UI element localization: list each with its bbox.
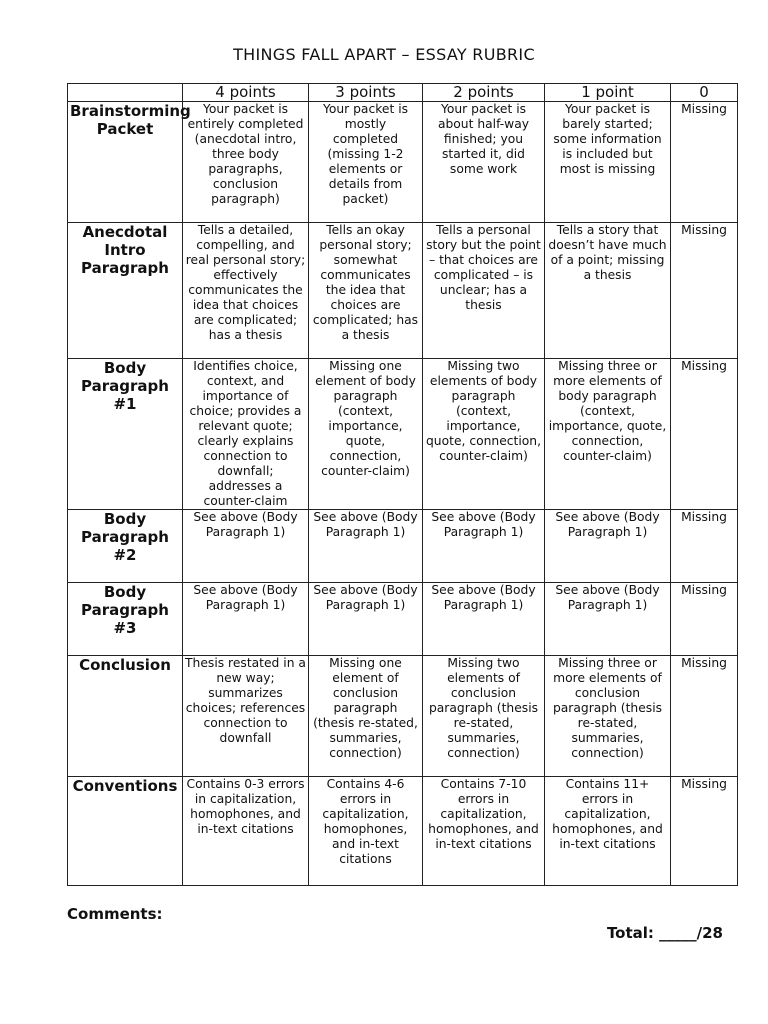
criterion-cell: Anecdotal Intro Paragraph bbox=[68, 223, 183, 359]
descriptor-cell: Contains 0-3 errors in capitalization, homophones, and in-text citations bbox=[183, 777, 309, 886]
descriptor-cell: Missing bbox=[671, 223, 738, 359]
descriptor-cell: Your packet is entirely completed (anecdotal intro, three body paragraphs, conclusion paragraph) bbox=[183, 102, 309, 223]
descriptor-cell: Contains 11+ errors in capitalization, homophones, and in-text citations bbox=[545, 777, 671, 886]
table-row bbox=[68, 777, 738, 886]
header-cell-4-points: 4 points bbox=[183, 84, 309, 102]
descriptor-cell: Missing bbox=[671, 510, 738, 583]
descriptor-cell: See above (Body Paragraph 1) bbox=[309, 583, 423, 656]
header-cell-3-points: 3 points bbox=[309, 84, 423, 102]
descriptor-cell: See above (Body Paragraph 1) bbox=[423, 510, 545, 583]
descriptor-cell: Your packet is mostly completed (missing 1-2 elements or details from packet) bbox=[309, 102, 423, 223]
criterion-cell: Brainstorming Packet bbox=[68, 102, 183, 223]
descriptor-cell: Missing one element of body paragraph (context, importance, quote, connection, counter-claim) bbox=[309, 359, 423, 510]
header-cell-0-points: 0 bbox=[671, 84, 738, 102]
descriptor-cell: See above (Body Paragraph 1) bbox=[309, 510, 423, 583]
descriptor-cell: Tells an okay personal story; somewhat communicates the idea that choices are complicated; has a thesis bbox=[309, 223, 423, 359]
descriptor-cell: See above (Body Paragraph 1) bbox=[545, 583, 671, 656]
table-row bbox=[68, 102, 738, 223]
descriptor-cell: Missing three or more elements of body paragraph (context, importance, quote, connection, counter-claim) bbox=[545, 359, 671, 510]
rubric-table bbox=[67, 83, 738, 886]
table-row bbox=[68, 656, 738, 777]
table-row bbox=[68, 359, 738, 510]
header-cell-1-point: 1 point bbox=[545, 84, 671, 102]
criterion-cell: Body Paragraph #2 bbox=[68, 510, 183, 583]
descriptor-cell: Contains 4-6 errors in capitalization, homophones, and in-text citations bbox=[309, 777, 423, 886]
descriptor-cell: Missing two elements of body paragraph (context, importance, quote, connection, counter-claim) bbox=[423, 359, 545, 510]
header-row bbox=[68, 84, 738, 102]
descriptor-cell: Missing bbox=[671, 777, 738, 886]
descriptor-cell: See above (Body Paragraph 1) bbox=[183, 510, 309, 583]
descriptor-cell: Missing bbox=[671, 359, 738, 510]
criterion-cell: Body Paragraph #1 bbox=[68, 359, 183, 510]
criterion-cell: Conclusion bbox=[68, 656, 183, 777]
descriptor-cell: Tells a detailed, compelling, and real personal story; effectively communicates the idea that choices are complicated; has a thesis bbox=[183, 223, 309, 359]
criterion-cell: Body Paragraph #3 bbox=[68, 583, 183, 656]
descriptor-cell: See above (Body Paragraph 1) bbox=[545, 510, 671, 583]
descriptor-cell: Tells a personal story but the point – that choices are complicated – is unclear; has a thesis bbox=[423, 223, 545, 359]
total-score-label: Total: _____/28 bbox=[606, 924, 723, 942]
descriptor-cell: Missing two elements of conclusion paragraph (thesis re-stated, summaries, connection) bbox=[423, 656, 545, 777]
descriptor-cell: Missing bbox=[671, 583, 738, 656]
descriptor-cell: Thesis restated in a new way; summarizes choices; references connection to downfall bbox=[183, 656, 309, 777]
descriptor-cell: Your packet is about half-way finished; you started it, did some work bbox=[423, 102, 545, 223]
descriptor-cell: Your packet is barely started; some information is included but most is missing bbox=[545, 102, 671, 223]
descriptor-cell: See above (Body Paragraph 1) bbox=[423, 583, 545, 656]
descriptor-cell: Missing three or more elements of conclusion paragraph (thesis re-stated, summaries, connection) bbox=[545, 656, 671, 777]
table-row bbox=[68, 223, 738, 359]
header-cell-criterion bbox=[68, 84, 183, 102]
table-row bbox=[68, 510, 738, 583]
descriptor-cell: Missing bbox=[671, 102, 738, 223]
descriptor-cell: Contains 7-10 errors in capitalization, homophones, and in-text citations bbox=[423, 777, 545, 886]
comments-label: Comments: bbox=[67, 905, 163, 923]
descriptor-cell: Tells a story that doesn’t have much of a point; missing a thesis bbox=[545, 223, 671, 359]
header-cell-2-points: 2 points bbox=[423, 84, 545, 102]
document-title: THINGS FALL APART – ESSAY RUBRIC bbox=[233, 45, 535, 64]
descriptor-cell: Missing one element of conclusion paragraph (thesis re-stated, summaries, connection) bbox=[309, 656, 423, 777]
descriptor-cell: Missing bbox=[671, 656, 738, 777]
table-row bbox=[68, 583, 738, 656]
descriptor-cell: See above (Body Paragraph 1) bbox=[183, 583, 309, 656]
criterion-cell: Conventions bbox=[68, 777, 183, 886]
descriptor-cell: Identifies choice, context, and importance of choice; provides a relevant quote; clearly explains connection to downfall; addresses a counter-claim bbox=[183, 359, 309, 510]
